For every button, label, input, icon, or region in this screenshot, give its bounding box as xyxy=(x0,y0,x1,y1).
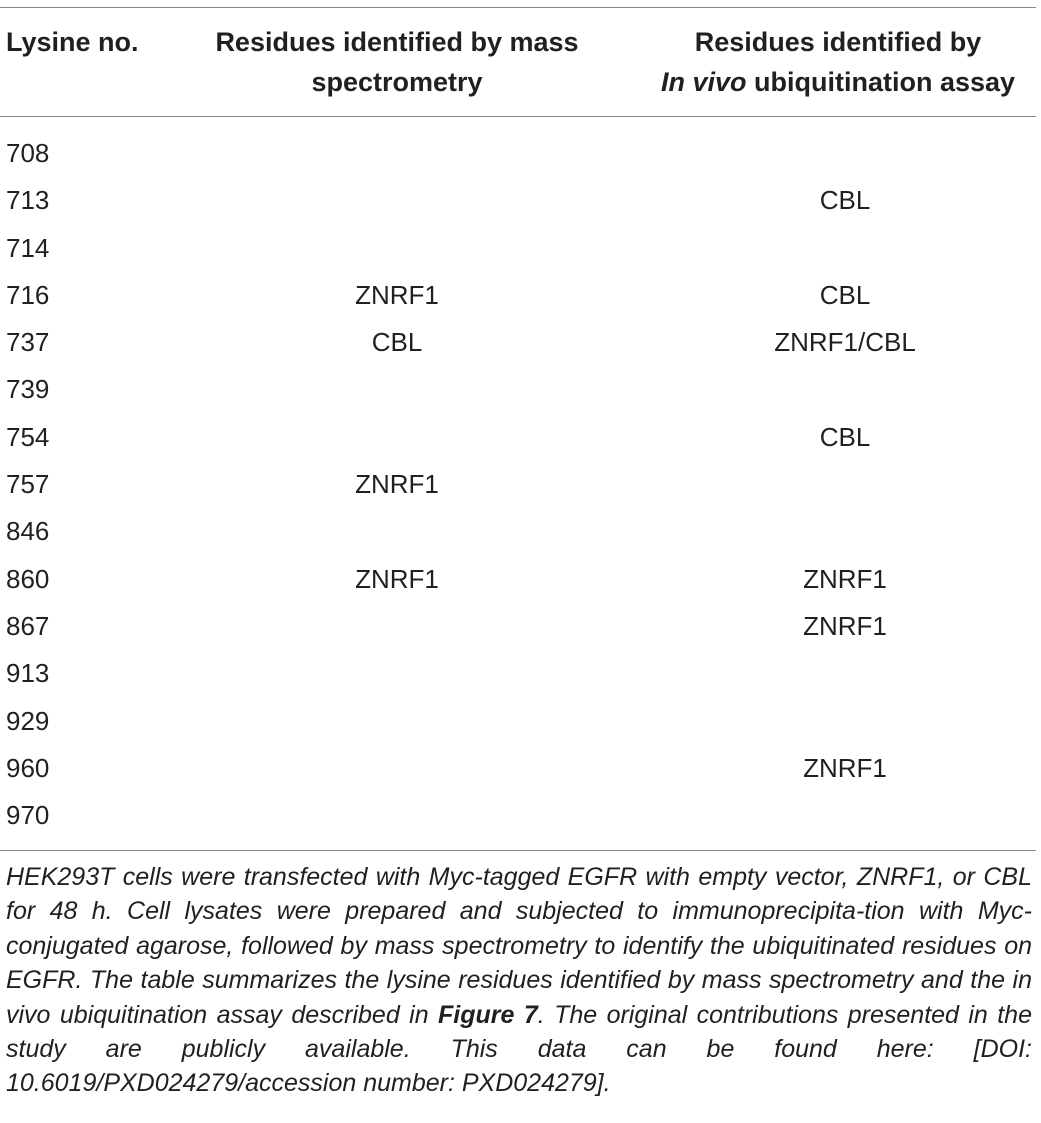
in-vivo-cell: ZNRF1 xyxy=(803,752,887,783)
mass-spec-cell: ZNRF1 xyxy=(355,279,439,310)
table-row xyxy=(0,792,1041,839)
header-in-vivo-line2 xyxy=(628,62,1041,102)
table-row xyxy=(0,272,1041,319)
header-lysine-no xyxy=(6,22,139,62)
table-row xyxy=(0,698,1041,745)
header-in-vivo-assay xyxy=(628,22,1041,102)
table-row xyxy=(0,508,1041,555)
table-row xyxy=(0,745,1041,792)
footnote-figure-link[interactable]: Figure 7 xyxy=(438,1000,538,1029)
lysine-cell: 913 xyxy=(6,658,50,689)
header-lysine-label: Lysine no. xyxy=(6,27,139,57)
table-row xyxy=(0,177,1041,224)
lysine-cell: 737 xyxy=(6,327,50,358)
header-in-vivo-rest: ubiquitination assay xyxy=(746,67,1016,97)
lysine-cell: 714 xyxy=(6,232,50,263)
lysine-cell: 860 xyxy=(6,563,50,594)
table-row xyxy=(0,366,1041,413)
lysine-cell: 716 xyxy=(6,279,50,310)
in-vivo-cell: CBL xyxy=(819,279,871,310)
table-footnote xyxy=(6,860,1032,1101)
table-row xyxy=(0,650,1041,697)
in-vivo-cell: CBL xyxy=(819,185,871,216)
table-row xyxy=(0,556,1041,603)
mass-spec-cell: ZNRF1 xyxy=(355,469,439,500)
mass-spec-cell: CBL xyxy=(371,327,423,358)
table-row xyxy=(0,130,1041,177)
table-row xyxy=(0,225,1041,272)
top-rule xyxy=(0,7,1036,8)
in-vivo-cell: ZNRF1 xyxy=(803,610,887,641)
in-vivo-cell: ZNRF1/CBL xyxy=(774,327,916,358)
lysine-cell: 739 xyxy=(6,374,50,405)
header-rule xyxy=(0,116,1036,117)
in-vivo-cell: ZNRF1 xyxy=(803,563,887,594)
lysine-cell: 713 xyxy=(6,185,50,216)
lysine-cell: 846 xyxy=(6,516,50,547)
lysine-cell: 970 xyxy=(6,800,50,831)
table-row xyxy=(0,414,1041,461)
header-mass-spec-line2: spectrometry xyxy=(311,67,483,97)
table-row xyxy=(0,603,1041,650)
header-mass-spectrometry xyxy=(188,22,606,102)
table-row xyxy=(0,319,1041,366)
lysine-cell: 960 xyxy=(6,752,50,783)
footnote-text: HEK293T cells were transfected with Myc-tagged EGFR with empty vector, ZNRF1, or CBL for 48 h. Cell lysates were prepared and subjected to immunoprecipita-tion with Myc-conjugated agarose, followed by mass spectrometry to identify the ubiquitinated residues on EGFR. The table summarizes the lysine residues identified by mass spectrometry and the in vivo ubiquitination assay described in xyxy=(6,863,1032,1029)
table-row xyxy=(0,461,1041,508)
header-mass-spec-line1: Residues identified by mass xyxy=(215,27,579,57)
bottom-rule xyxy=(0,850,1036,851)
lysine-cell: 867 xyxy=(6,610,50,641)
lysine-cell: 929 xyxy=(6,705,50,736)
header-in-vivo-italic: In vivo xyxy=(660,67,747,97)
footnote-text-after: . The original contributions presented in the study are publicly available. This data can be found here: [DOI: 10.6019/PXD024279/accession number: PXD024279]. xyxy=(6,1000,1032,1098)
mass-spec-cell: ZNRF1 xyxy=(355,563,439,594)
lysine-cell: 708 xyxy=(6,138,50,168)
in-vivo-cell: CBL xyxy=(819,421,871,452)
header-in-vivo-line1: Residues identified by xyxy=(694,27,982,57)
lysine-cell: 757 xyxy=(6,469,50,500)
lysine-cell: 754 xyxy=(6,421,50,452)
table-body xyxy=(0,130,1041,839)
